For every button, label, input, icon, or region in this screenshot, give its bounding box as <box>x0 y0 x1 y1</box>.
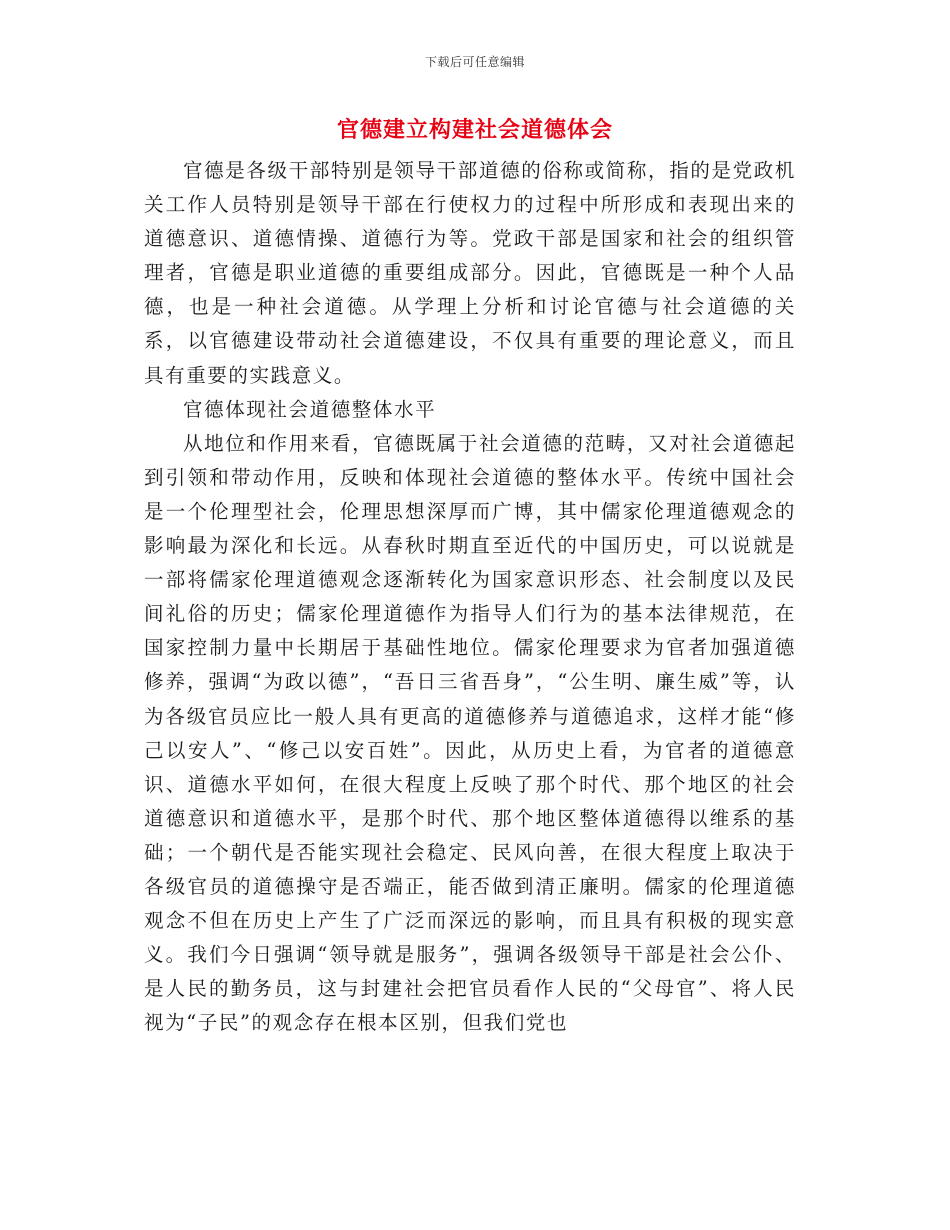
document-body <box>144 154 796 1040</box>
header-note: 下载后可任意编辑 <box>424 55 525 69</box>
paragraph-intro: 官德是各级干部特别是领导干部道德的俗称或简称，指的是党政机关工作人员特别是领导干部在行使权力的过程中所形成和表现出来的道德意识、道德情操、道德行为等。党政干部是国家和社会的组织管理者，官德是职业道德的重要组成部分。因此，官德既是一种个人品德，也是一种社会道德。从学理上分析和讨论官德与社会道德的关系，以官德建设带动社会道德建设，不仅具有重要的理论意义，而且具有重要的实践意义。 <box>144 159 796 387</box>
section-heading: 官德体现社会道德整体水平 <box>183 397 437 421</box>
document-title: 官德建立构建社会道德体会 <box>336 117 613 143</box>
paragraph-body: 从地位和作用来看，官德既属于社会道德的范畴，又对社会道德起到引领和带动作用，反映和体现社会道德的整体水平。传统中国社会是一个伦理型社会，伦理思想深厚而广博，其中儒家伦理道德观念的影响最为深化和长远。从春秋时期直至近代的中国历史，可以说就是一部将儒家伦理道德观念逐渐转化为国家意识形态、社会制度以及民间礼俗的历史；儒家伦理道德作为指导人们行为的基本法律规范，在国家控制力量中长期居于基础性地位。儒家伦理要求为官者加强道德修养，强调“为政以德”，“吾日三省吾身”，“公生明、廉生威”等，认为各级官员应比一般人具有更高的道德修养与道德追求，这样才能“修己以安人”、“修己以安百姓”。因此，从历史上看，为官者的道德意识、道德水平如何，在很大程度上反映了那个时代、那个地区的社会道德意识和道德水平，是那个时代、那个地区整体道德得以维系的基础；一个朝代是否能实现社会稳定、民风向善，在很大程度上取决于各级官员的道德操守是否端正，能否做到清正廉明。儒家的伦理道德观念不但在历史上产生了广泛而深远的影响，而且具有积极的现实意义。我们今日强调“领导就是服务”，强调各级领导干部是社会公仆、是人民的勤务员，这与封建社会把官员看作人民的“父母官”、将人民视为“子民”的观念存在根本区别，但我们党也 <box>144 431 796 1035</box>
